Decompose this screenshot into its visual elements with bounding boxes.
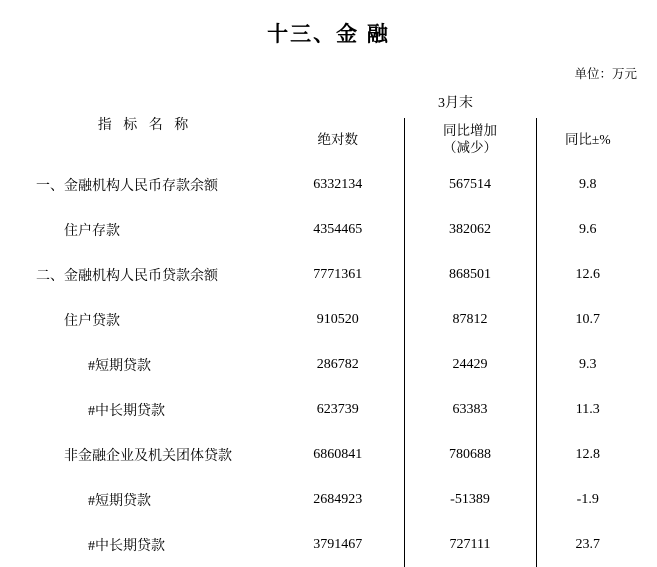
- table-top-rule: [18, 86, 639, 118]
- table-row: [18, 522, 639, 567]
- row-absolute: 6332134: [272, 162, 404, 207]
- document-page: [0, 18, 657, 556]
- row-label: 住户贷款: [64, 313, 120, 329]
- table-row: [18, 207, 639, 252]
- row-change: 24429: [404, 342, 536, 387]
- header-yoy-change-line1: 同比增加: [443, 123, 497, 139]
- row-absolute: 7771361: [272, 252, 404, 297]
- unit-note: 单位：万元: [574, 67, 637, 81]
- row-absolute: 286782: [272, 342, 404, 387]
- row-percent: 23.7: [575, 536, 601, 552]
- row-label: 一、金融机构人民币存款余额: [36, 178, 218, 194]
- row-change: -51389: [404, 477, 536, 522]
- row-percent: 9.6: [579, 221, 597, 237]
- table-row: [18, 162, 639, 207]
- table-row: [18, 297, 639, 342]
- row-change: 780688: [404, 432, 536, 477]
- row-percent: 10.7: [575, 311, 601, 327]
- row-label: #短期贷款: [88, 493, 151, 509]
- table-row: [18, 432, 639, 477]
- row-absolute: 2684923: [272, 477, 404, 522]
- row-label: 二、金融机构人民币贷款余额: [36, 268, 218, 284]
- row-label: 住户存款: [64, 223, 120, 239]
- page-title: 十三、金 融: [267, 23, 390, 46]
- row-percent: 9.8: [579, 176, 597, 192]
- row-change: 567514: [404, 162, 536, 207]
- row-label: #中长期贷款: [88, 538, 165, 554]
- header-period: 3月末: [438, 96, 474, 111]
- table-container: [0, 86, 657, 567]
- header-yoy-change: [404, 118, 536, 162]
- row-absolute: 3791467: [272, 522, 404, 567]
- row-percent: 11.3: [575, 401, 600, 417]
- row-absolute: 910520: [272, 297, 404, 342]
- table-row: [18, 252, 639, 297]
- row-absolute: 4354465: [272, 207, 404, 252]
- row-change: 87812: [404, 297, 536, 342]
- table-row: [18, 387, 639, 432]
- row-percent: 12.6: [575, 266, 601, 282]
- row-percent: 12.8: [575, 446, 601, 462]
- header-indicator: 指 标 名 称: [97, 118, 193, 133]
- row-change: 727111: [404, 522, 536, 567]
- header-yoy-change-line2: （减少）: [443, 140, 497, 155]
- row-percent: -1.9: [576, 491, 599, 507]
- row-label: #中长期贷款: [88, 403, 165, 419]
- header-yoy-percent: 同比±%: [564, 131, 611, 147]
- row-label: #短期贷款: [88, 358, 151, 374]
- table-row: [18, 342, 639, 387]
- row-change: 63383: [404, 387, 536, 432]
- row-label: 非金融企业及机关团体贷款: [64, 448, 232, 464]
- row-absolute: 6860841: [272, 432, 404, 477]
- row-absolute: 623739: [272, 387, 404, 432]
- row-change: 868501: [404, 252, 536, 297]
- row-change: 382062: [404, 207, 536, 252]
- header-absolute: 绝对数: [272, 118, 404, 162]
- table-row: [18, 477, 639, 522]
- finance-table: [18, 86, 639, 567]
- row-percent: 9.3: [579, 356, 597, 372]
